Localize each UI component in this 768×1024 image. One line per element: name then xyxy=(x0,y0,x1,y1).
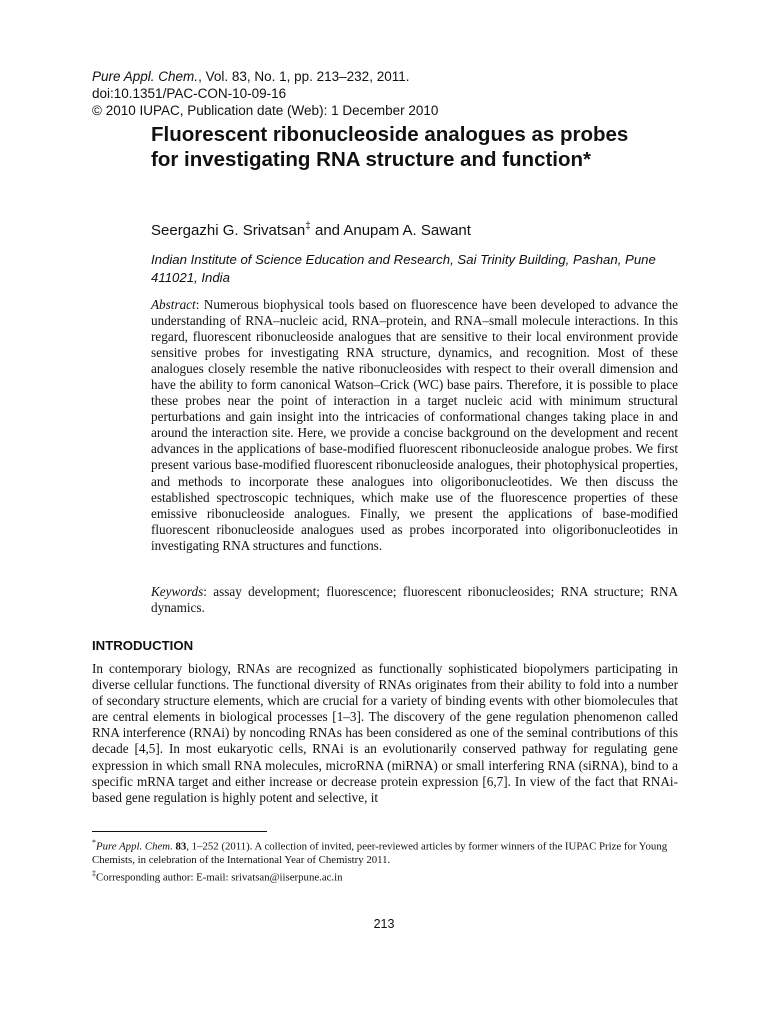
footnote-1-journal: Pure Appl. Chem. xyxy=(96,840,173,853)
citation-header xyxy=(92,68,438,119)
doi-line: doi:10.1351/PAC-CON-10-09-16 xyxy=(92,86,287,101)
footnotes xyxy=(92,836,680,885)
section-heading-introduction: INTRODUCTION xyxy=(92,638,194,653)
corresponding-author-mark: ‡ xyxy=(305,221,311,232)
author-2: and Anupam A. Sawant xyxy=(310,222,471,239)
page-number: 213 xyxy=(373,917,395,931)
footnote-1-text: , 1–252 (2011). A collection of invited, peer-reviewed articles by former winners of the IUPAC Prize for Young Chemists, in celebration of the International Year of Chemistry 2011. xyxy=(92,840,668,866)
keywords-text: : assay development; fluorescence; fluorescent ribonucleosides; RNA structure; RNA dynamics. xyxy=(151,584,678,616)
citation-details: , Vol. 83, No. 1, pp. 213–232, 2011. xyxy=(198,69,410,84)
footnote-divider xyxy=(92,831,267,832)
abstract xyxy=(151,297,678,554)
footnote-1-mark: * xyxy=(92,838,96,847)
footnote-2 xyxy=(92,867,680,885)
footnote-2-text: Corresponding author: E-mail: srivatsan@iiserpune.ac.in xyxy=(96,871,343,884)
footnote-1-volume: 83 xyxy=(175,840,187,853)
copyright-line: © 2010 IUPAC, Publication date (Web): 1 December 2010 xyxy=(92,103,439,118)
author-list xyxy=(151,217,471,241)
introduction-paragraph: In contemporary biology, RNAs are recognized as functionally sophisticated biopolymers participating in diverse cellular functions. The functional diversity of RNAs originates from their ability to fold into a number of secondary structure elements, which are crucial for a variety of binding events with other biomolecules that are central elements in biological processes [1–3]. The discovery of the gene regulation phenomenon called RNA interference (RNAi) by noncoding RNAs has been considered as one of the seminal contributions of this decade [4,5]. In most eukaryotic cells, RNAi is an evolutionarily conserved pathway for regulating gene expression in which small RNA molecules, microRNA (miRNA) or small interfering RNA (siRNA), bind to a specific mRNA target and either increase or decrease protein expression [6,7]. In view of the fact that RNAi-based gene regulation is highly potent and selective, it xyxy=(92,661,678,805)
keywords xyxy=(151,584,678,616)
abstract-label: Abstract xyxy=(151,297,196,312)
citation-line xyxy=(92,68,438,85)
article-title: Fluorescent ribonucleoside analogues as probes for investigating RNA structure and function* xyxy=(151,123,629,171)
journal-name: Pure Appl. Chem. xyxy=(92,69,199,84)
abstract-text: : Numerous biophysical tools based on fluorescence have been developed to advance the understanding of RNA–nucleic acid, RNA–protein, and RNA–small molecule interactions. In this regard, fluorescent ribonucleoside analogues that are sensitive to their local environment provide sensitive probes for investigating RNA structure, dynamics, and recognition. Most of these analogues closely resemble the native ribonucleosides with respect to their overall dimension and have the ability to form canonical Watson–Crick (WC) base pairs. Therefore, it is possible to place these probes near the point of interaction in a target nucleic acid with minimum structural perturbations and gain insight into the intricacies of conformational changes taking place in and around the interaction site. Here, we provide a concise background on the development and recent advances in the applications of base-modified fluorescent ribonucleoside analogue probes. We first present various base-modified fluorescent ribonucleoside analogues, their photophysical properties, and methods to incorporate these analogues into oligoribonucleotides. We then discuss the established spectroscopic techniques, which make use of the fluorescence properties of these emissive ribonucleoside analogues. Finally, we present the applications of base-modified fluorescent ribonucleoside analogues used as probes incorporated into oligoribonucleotides in investigating RNA structures and functions. xyxy=(151,297,678,553)
author-1: Seergazhi G. Srivatsan xyxy=(151,222,306,239)
keywords-label: Keywords xyxy=(151,584,204,599)
affiliation: Indian Institute of Science Education and Research, Sai Trinity Building, Pashan, Pune 411021, India xyxy=(151,252,656,285)
footnote-1 xyxy=(92,836,680,867)
footnote-2-mark: ‡ xyxy=(92,869,96,878)
